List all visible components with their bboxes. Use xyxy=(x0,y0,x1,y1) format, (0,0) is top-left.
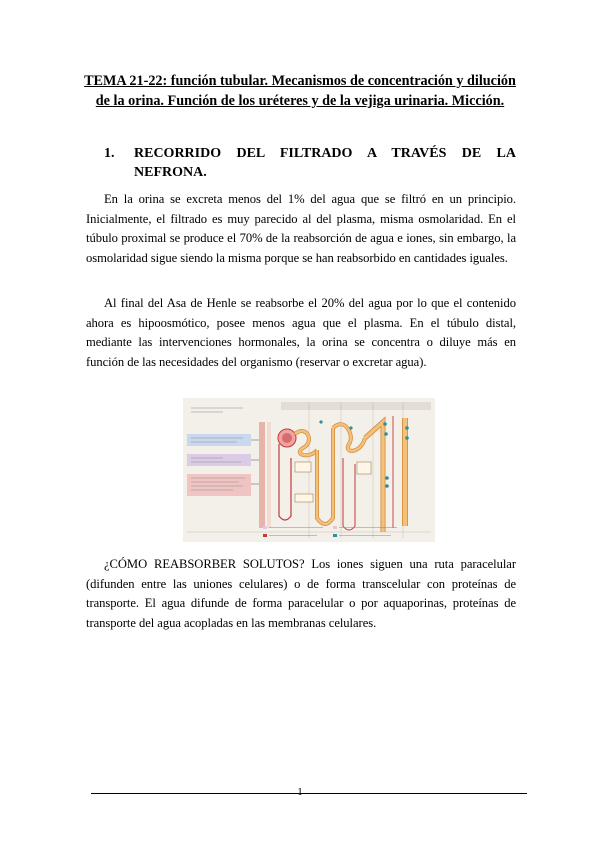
section-heading-line1: RECORRIDO DEL FILTRADO A TRAVÉS DE LA xyxy=(134,146,516,161)
legend-box-purple xyxy=(187,454,251,466)
annotation-box xyxy=(295,462,311,472)
nephron-diagram xyxy=(183,398,435,542)
paragraph-henle-loop: Al final del Asa de Henle se reabsorbe el 20% del agua por lo que el contenido ahora es hipoosmótico, posee menos agua que el plasma. En el túbulo distal, mediante las intervenciones hormonales, la orina se concentra o diluye más en función de las necesidades del organismo (reservar o excretar agua). xyxy=(86,296,516,369)
page-number: 1 xyxy=(297,786,303,798)
diagram-header-strip xyxy=(281,402,431,410)
paragraph-excretion: En la orina se excreta menos del 1% del agua que se filtró en un principio. Inicialmente, el filtrado es muy parecido al del plasma, misma osmolaridad. En el túbulo proximal se produce el 70% de la reabsorción de agua e iones, sin embargo, la osmolaridad sigue siendo la misma porque se han reabsorbido en cantidades iguales. xyxy=(86,192,516,265)
legend-box-red xyxy=(187,474,251,496)
paragraph-solute-reabsorption: ¿CÓMO REABSORBER SOLUTOS? Los iones siguen una ruta paracelular (difunden entre las uniones celulares) o de forma transcelular con proteínas de transporte. El agua difunde de forma paracelular o por aquaporinas, proteínas de transporte del agua acopladas en las membranas celulares. xyxy=(86,557,516,630)
section-heading-line2: NEFRONA. xyxy=(134,165,207,180)
document-title: TEMA 21-22: función tubular. Mecanismos de concentración y dilución de la orina. Función de los uréteres y de la vejiga urinaria. Micción. xyxy=(84,73,516,109)
section-number: 1. xyxy=(104,146,115,161)
nephron-figure xyxy=(183,398,435,542)
legend-box-blue xyxy=(187,434,251,446)
cortex-bar xyxy=(259,422,265,528)
